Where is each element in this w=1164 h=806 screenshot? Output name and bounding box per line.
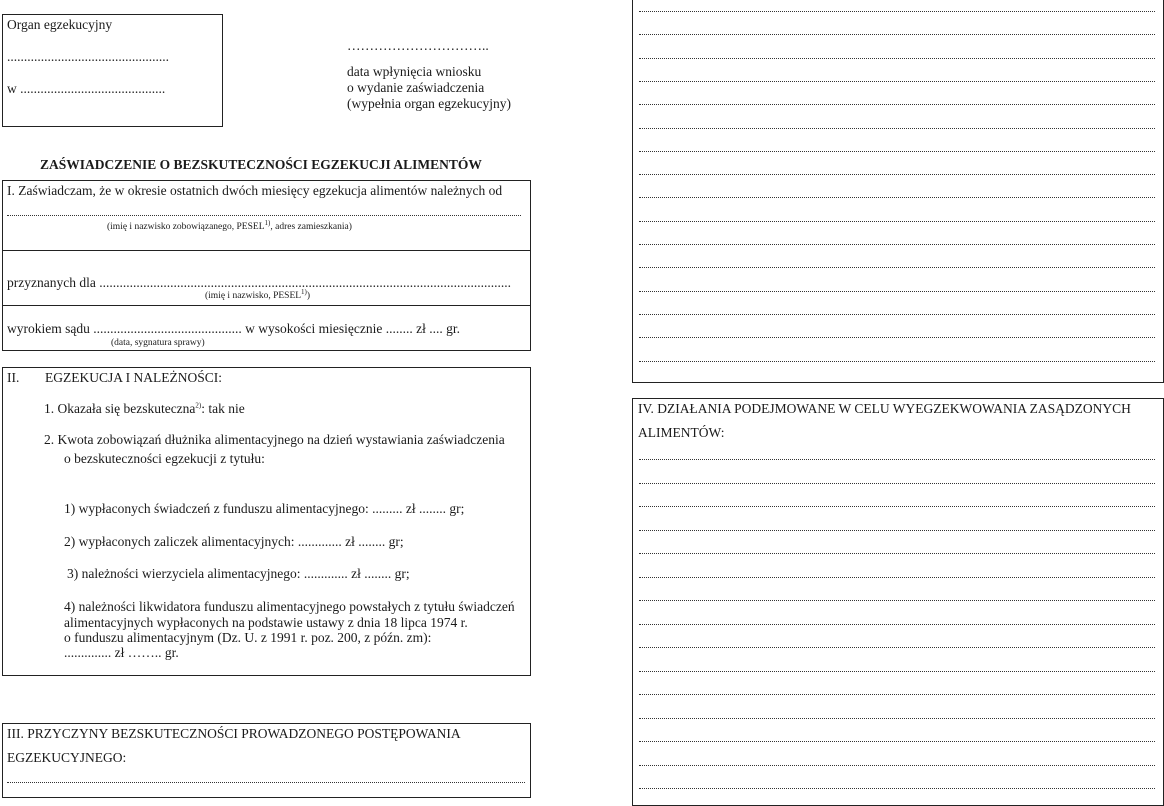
section-1-divider-1	[3, 250, 530, 251]
section-2-box	[2, 367, 531, 676]
section-4-answer-line[interactable]	[639, 459, 1155, 460]
continuation-line[interactable]	[639, 104, 1155, 105]
section-1-intro: I. Zaświadczam, że w okresie ostatnich dwóch miesięcy egzekucja alimentów należnych od	[7, 183, 503, 198]
item-2-line-2: o bezskuteczności egzekucji z tytułu:	[64, 451, 265, 466]
date-note-2: o wydanie zaświadczenia	[347, 80, 485, 95]
section-4-answer-line[interactable]	[639, 741, 1155, 742]
section-4-answer-line[interactable]	[639, 483, 1155, 484]
section-3-answer-line[interactable]	[7, 782, 525, 783]
organ-label: Organ egzekucyjny	[7, 17, 113, 32]
section-4-heading-line-1: IV. DZIAŁANIA PODEJMOWANE W CELU WYEGZEKWOWANIA ZASĄDZONYCH	[638, 401, 1131, 416]
debtor-field[interactable]	[7, 215, 521, 216]
section-4-answer-line[interactable]	[639, 694, 1155, 695]
section-3-heading-line-2: EGZEKUCYJNEGO:	[7, 750, 127, 765]
section-3-box	[2, 723, 531, 798]
court-note: (data, sygnatura sprawy)	[111, 338, 205, 348]
continuation-line[interactable]	[639, 174, 1155, 175]
section-4-answer-line[interactable]	[639, 577, 1155, 578]
sub-item-4-amount[interactable]: .............. zł …….. gr.	[64, 645, 179, 660]
section-4-answer-line[interactable]	[639, 553, 1155, 554]
item-2-line-1: 2. Kwota zobowiązań dłużnika alimentacyjnego na dzień wystawiania zaświadczenia	[44, 432, 505, 447]
granted-note: (imię i nazwisko, PESEL$^{1)}$)	[205, 287, 311, 301]
organ-city-field[interactable]: w ...........................................	[7, 81, 166, 96]
sub-item-2[interactable]: 2) wypłaconych zaliczek alimentacyjnych: ............. zł ........ gr;	[64, 534, 404, 549]
section-4-answer-line[interactable]	[639, 506, 1155, 507]
continuation-line[interactable]	[639, 337, 1155, 338]
sub-item-4-line-3: o funduszu alimentacyjnym (Dz. U. z 1991 r. poz. 200, z późn. zm):	[64, 630, 432, 645]
sub-item-4-line-1: 4) należności likwidatora funduszu alimentacyjnego powstałych z tytułu świadczeń	[64, 599, 515, 614]
debtor-note: (imię i nazwisko zobowiązanego, PESEL$^{1)}$, adres zamieszkania)	[107, 218, 352, 232]
section-4-answer-line[interactable]	[639, 671, 1155, 672]
continuation-line[interactable]	[639, 151, 1155, 152]
organ-name-field[interactable]: ................................................	[7, 49, 169, 64]
continuation-line[interactable]	[639, 58, 1155, 59]
continuation-line[interactable]	[639, 81, 1155, 82]
continuation-line[interactable]	[639, 244, 1155, 245]
section-4-answer-line[interactable]	[639, 765, 1155, 766]
section-1-box	[2, 180, 531, 351]
continuation-line[interactable]	[639, 221, 1155, 222]
section-4-heading-line-2: ALIMENTÓW:	[638, 425, 725, 440]
sub-item-3[interactable]: 3) należności wierzyciela alimentacyjnego: ............. zł ........ gr;	[67, 566, 410, 581]
continuation-line[interactable]	[639, 34, 1155, 35]
organ-box	[2, 14, 223, 127]
sub-item-4-line-2: alimentacyjnych wypłaconych na podstawie ustawy z dnia 18 lipca 1974 r.	[64, 615, 468, 630]
section-4-answer-line[interactable]	[639, 530, 1155, 531]
section-4-answer-line[interactable]	[639, 718, 1155, 719]
continuation-line[interactable]	[639, 267, 1155, 268]
continuation-line[interactable]	[639, 314, 1155, 315]
date-note-3: (wypełnia organ egzekucyjny)	[347, 96, 511, 111]
continuation-box	[632, 0, 1164, 383]
section-4-box	[632, 398, 1164, 806]
section-4-answer-line[interactable]	[639, 624, 1155, 625]
date-field[interactable]: …………………………..	[347, 38, 489, 53]
continuation-line[interactable]	[639, 128, 1155, 129]
section-1-divider-2	[3, 305, 530, 306]
section-4-answer-line[interactable]	[639, 600, 1155, 601]
continuation-line[interactable]	[639, 361, 1155, 362]
continuation-line[interactable]	[639, 291, 1155, 292]
continuation-line[interactable]	[639, 11, 1155, 12]
section-4-answer-line[interactable]	[639, 647, 1155, 648]
yes-no-choice[interactable]: : tak nie	[201, 401, 245, 416]
section-2-heading: EGZEKUCJA I NALEŻNOŚCI:	[45, 370, 222, 385]
section-4-answer-line[interactable]	[639, 788, 1155, 789]
section-2-number: II.	[7, 370, 20, 385]
date-note-1: data wpłynięcia wniosku	[347, 64, 482, 79]
granted-for-field[interactable]: przyznanych dla ..........................................................................................................................	[7, 275, 511, 290]
document-title: ZAŚWIADCZENIE O BEZSKUTECZNOŚCI EGZEKUCJI ALIMENTÓW	[40, 157, 482, 172]
item-1: 1. Okazała się bezskuteczna$^{2)}$: tak nie	[44, 401, 245, 416]
section-3-heading-line-1: III. PRZYCZYNY BEZSKUTECZNOŚCI PROWADZONEGO POSTĘPOWANIA	[7, 726, 461, 741]
sub-item-1[interactable]: 1) wypłaconych świadczeń z funduszu alimentacyjnego: ......... zł ........ gr;	[64, 501, 465, 516]
continuation-line[interactable]	[639, 197, 1155, 198]
court-judgment-field[interactable]: wyrokiem sądu ............................................ w wysokości miesięcznie ........ zł .... gr.	[7, 321, 460, 336]
